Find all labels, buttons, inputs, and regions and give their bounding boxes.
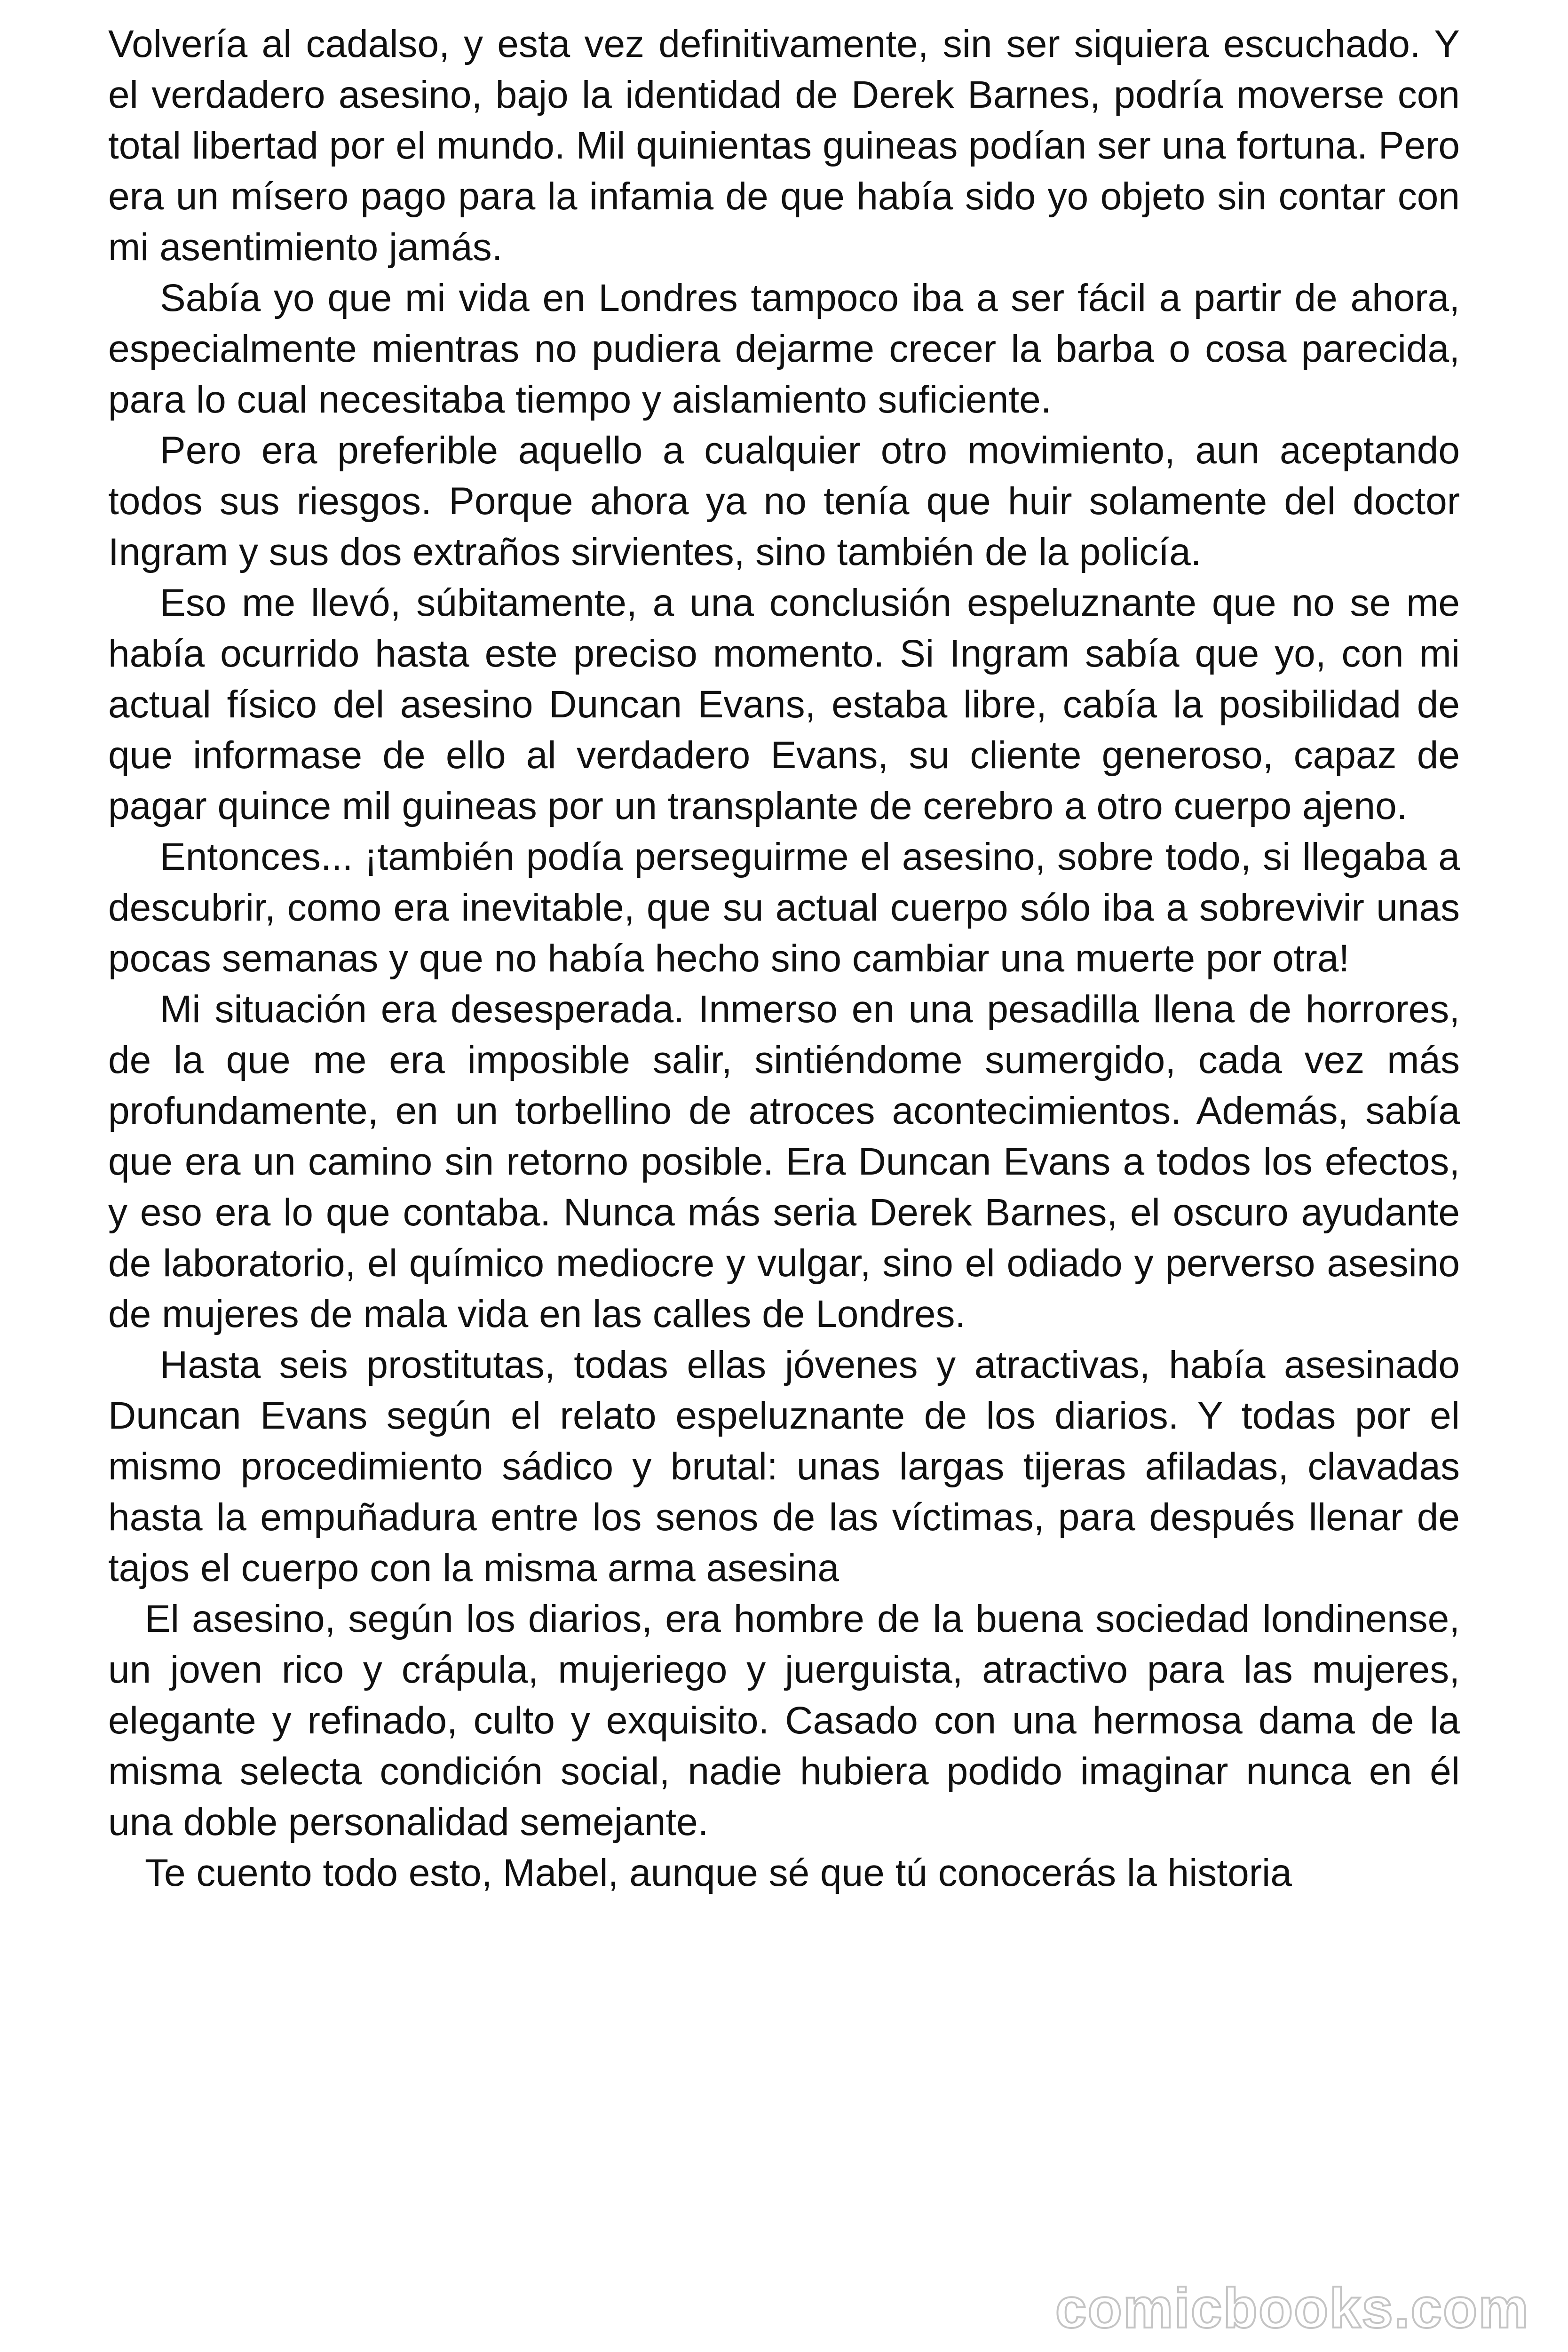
- paragraph: Pero era preferible aquello a cualquier otro movimiento, aun aceptando todos sus riesgos. Porque ahora ya no tenía que huir solamente del doctor Ingram y sus dos extraños sirvientes, sino también de la policía.: [108, 429, 1460, 573]
- paragraph: Entonces... ¡también podía perseguirme el asesino, sobre todo, si llegaba a descubrir, como era inevitable, que su actual cuerpo sólo iba a sobrevivir unas pocas semanas y que no había hecho sino cambiar una muerte por otra!: [108, 835, 1460, 980]
- watermark: comicbooks.com: [1055, 2277, 1529, 2340]
- paragraph: Eso me llevó, súbitamente, a una conclusión espeluznante que no se me había ocurrido hasta este preciso momento. Si Ingram sabía que yo, con mi actual físico del asesino Duncan Evans, estaba libre, cabía la posibilidad de que informase de ello al verdadero Evans, su cliente generoso, capaz de pagar quince mil guineas por un transplante de cerebro a otro cuerpo ajeno.: [108, 581, 1460, 827]
- paragraph: Hasta seis prostitutas, todas ellas jóvenes y atractivas, había asesinado Duncan Evans según el relato espeluznante de los diarios. Y todas por el mismo procedimiento sádico y brutal: unas largas tijeras afiladas, clavadas hasta la empuñadura entre los senos de las víctimas, para después llenar de tajos el cuerpo con la misma arma asesina: [108, 1343, 1460, 1589]
- paragraph: Sabía yo que mi vida en Londres tampoco iba a ser fácil a partir de ahora, especialmente mientras no pudiera dejarme crecer la barba o cosa parecida, para lo cual necesitaba tiempo y aislamiento suficiente.: [108, 277, 1460, 421]
- paragraph: Mi situación era desesperada. Inmerso en una pesadilla llena de horrores, de la que me era imposible salir, sintiéndome sumergido, cada vez más profundamente, en un torbellino de atroces acontecimientos. Además, sabía que era un camino sin retorno posible. Era Duncan Evans a todos los efectos, y eso era lo que contaba. Nunca más seria Derek Barnes, el oscuro ayudante de laboratorio, el químico mediocre y vulgar, sino el odiado y perverso asesino de mujeres de mala vida en las calles de Londres.: [108, 988, 1460, 1335]
- body-text: [108, 19, 1460, 1899]
- paragraph: Te cuento todo esto, Mabel, aunque sé que tú conocerás la historia: [145, 1851, 1292, 1894]
- paragraph: Volvería al cadalso, y esta vez definitivamente, sin ser siquiera escuchado. Y el verdadero asesino, bajo la identidad de Derek Barnes, podría moverse con total libertad por el mundo. Mil quinientas guineas podían ser una fortuna. Pero era un mísero pago para la infamia de que había sido yo objeto sin contar con mi asentimiento jamás.: [108, 23, 1460, 269]
- paragraph: El asesino, según los diarios, era hombre de la buena sociedad londinense, un joven rico y crápula, mujeriego y juerguista, atractivo para las mujeres, elegante y refinado, culto y exquisito. Casado con una hermosa dama de la misma selecta condición social, nadie hubiera podido imaginar nunca en él una doble personalidad semejante.: [108, 1597, 1460, 1843]
